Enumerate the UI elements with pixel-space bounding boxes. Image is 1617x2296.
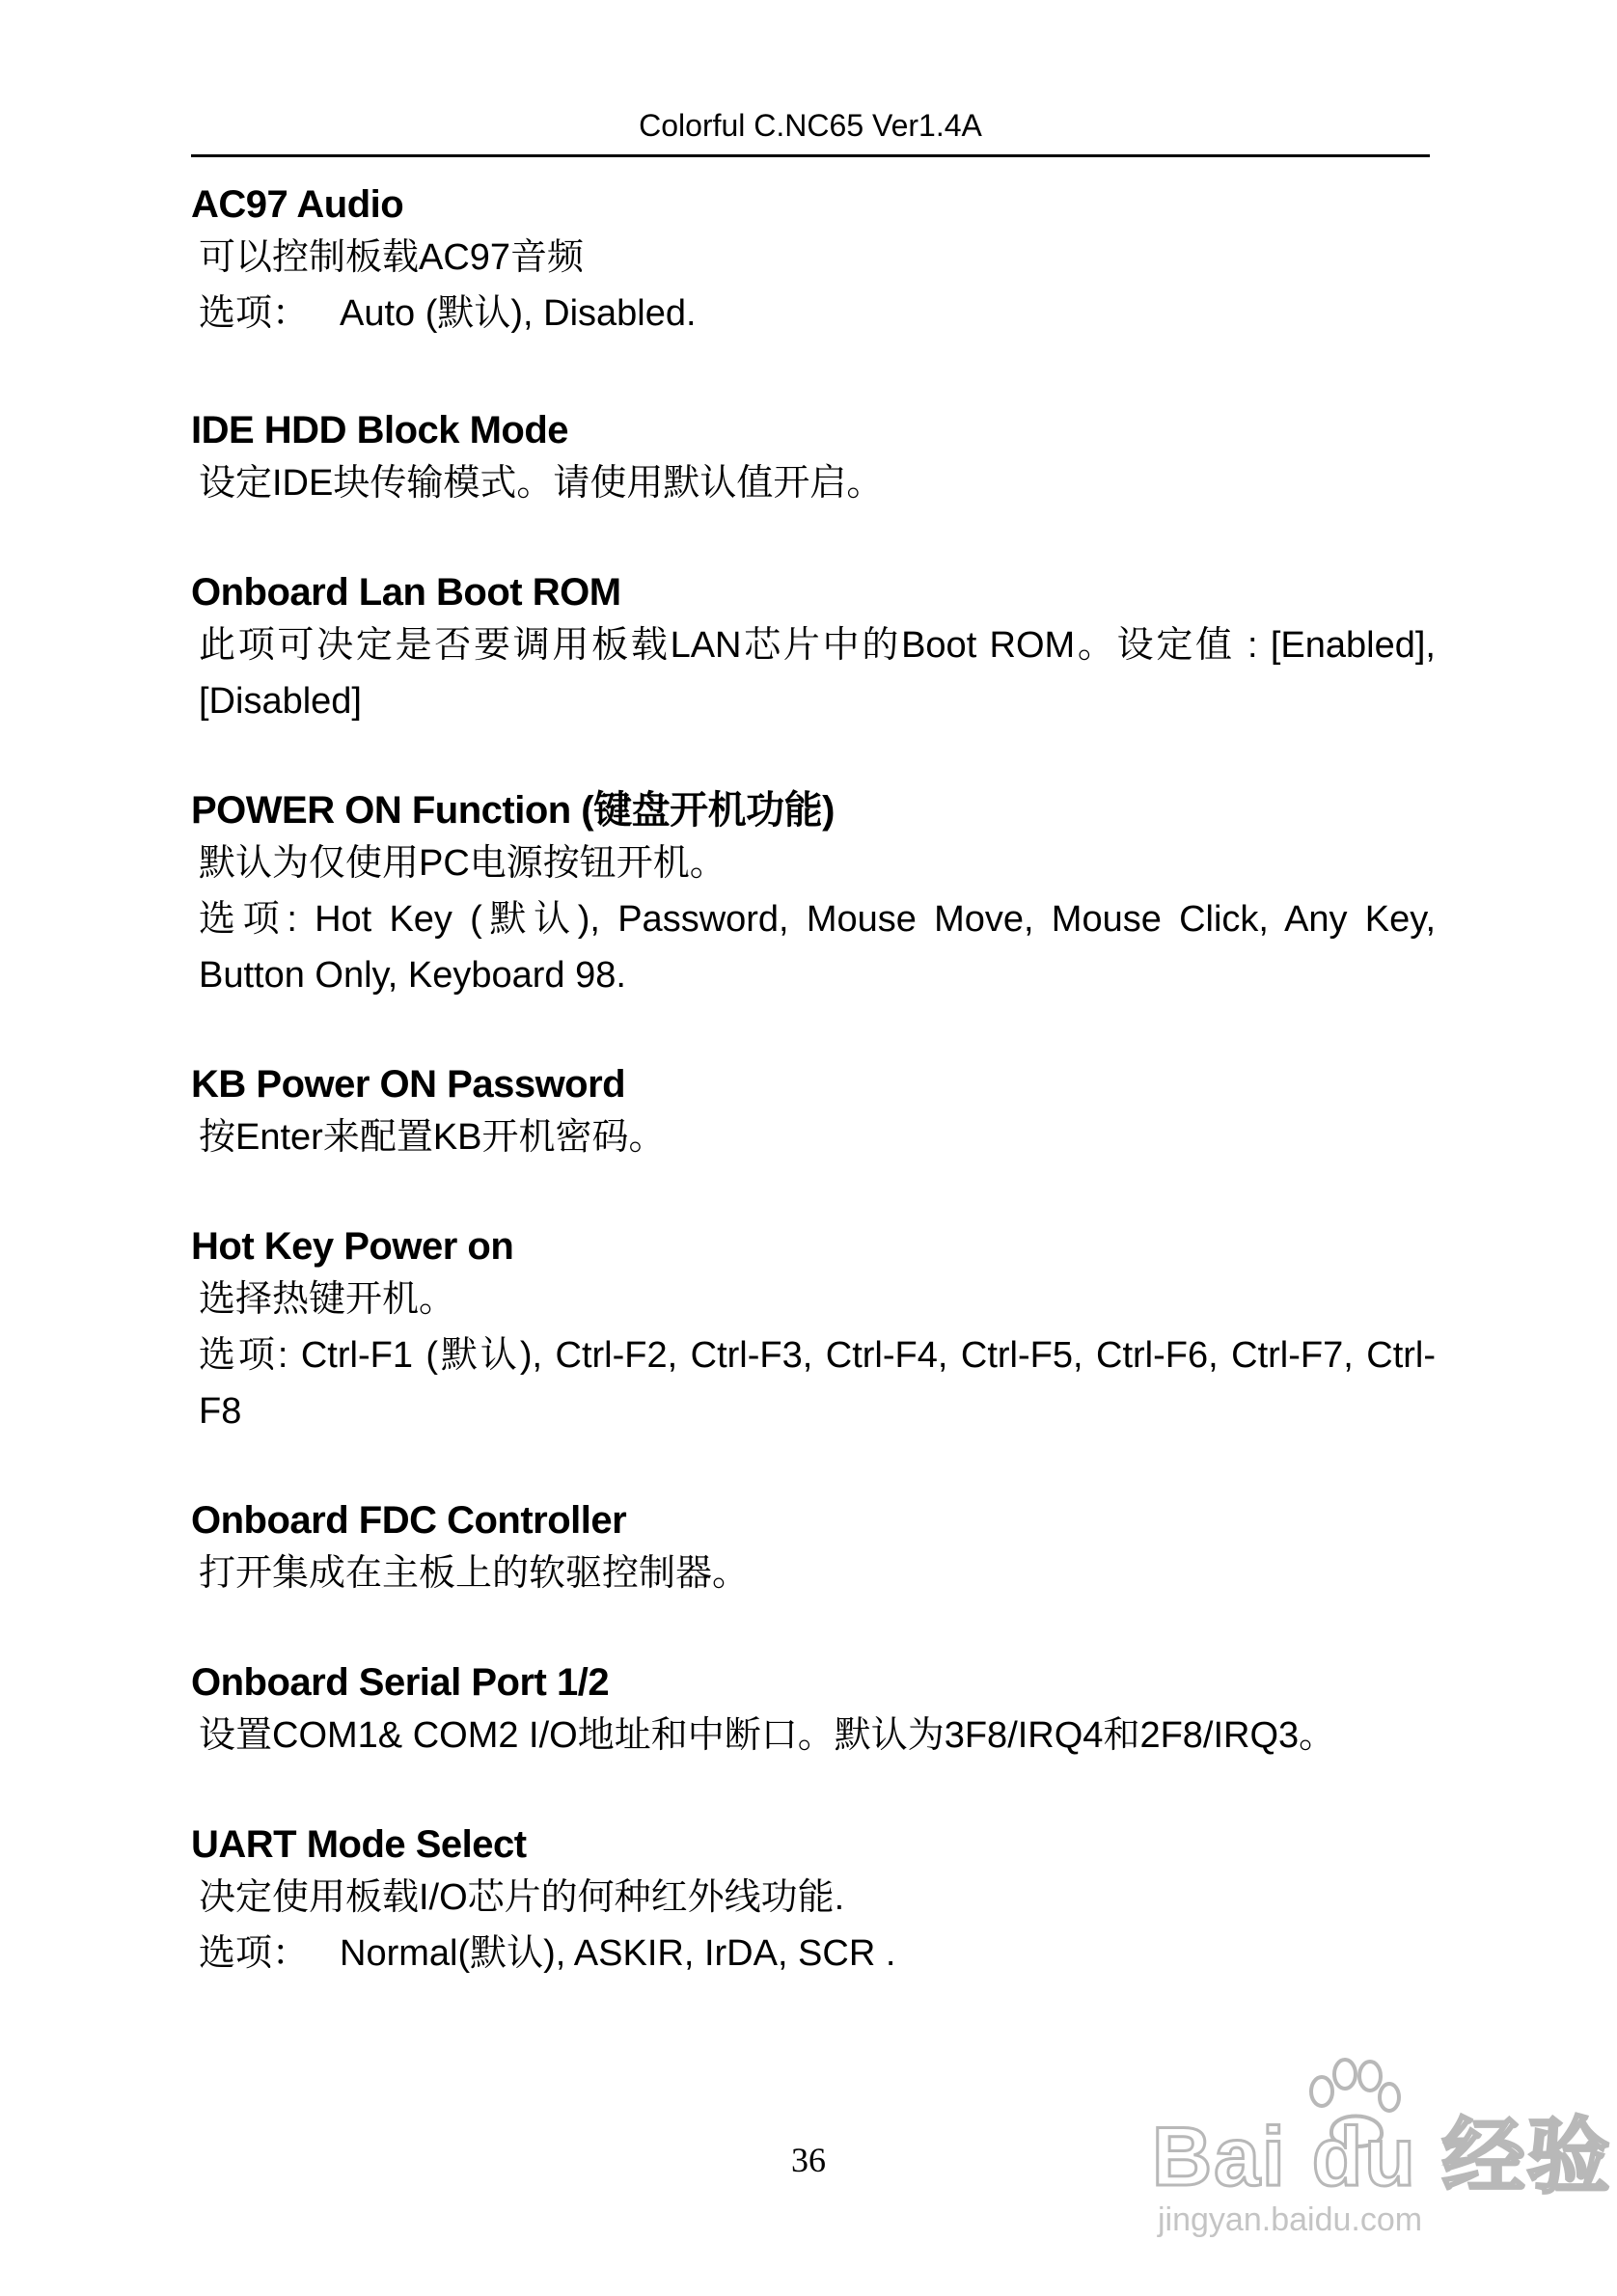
watermark-url: jingyan.baidu.com [1158, 2201, 1423, 2238]
options-value: Normal(默认), ASKIR, IrDA, SCR . [340, 1933, 896, 1974]
section-title: Hot Key Power on [191, 1225, 514, 1268]
section-onboard-serial-port [191, 1657, 1436, 1763]
section-hot-key-power-on [191, 1221, 1436, 1439]
section-title: Onboard FDC Controller [191, 1499, 627, 1542]
section-description: 可以控制板载AC97音频 [199, 237, 585, 278]
header-title: Colorful C.NC65 Ver1.4A [639, 108, 982, 143]
section-options: 选项: Ctrl-F1 (默认), Ctrl-F2, Ctrl-F3, Ctrl-F4, Ctrl-F5, Ctrl-F6, Ctrl-F7, Ctrl-F8 [199, 1335, 1436, 1432]
page-number: 36 [791, 2141, 826, 2179]
section-ac97-audio [191, 179, 1436, 342]
section-title: AC97 Audio [191, 183, 404, 226]
options-value: Auto (默认), Disabled. [340, 293, 697, 334]
section-description: 默认为仅使用PC电源按钮开机。 [199, 843, 726, 884]
section-description: 选择热键开机。 [199, 1279, 456, 1320]
section-title: IDE HDD Block Mode [191, 409, 569, 451]
options-label: 选项： [199, 1933, 310, 1974]
section-description: 决定使用板载I/O芯片的何种红外线功能. [199, 1877, 845, 1918]
section-power-on-function [191, 785, 1436, 1003]
section-title: POWER ON Function (键盘开机功能) [191, 789, 835, 832]
baidu-jingyan-watermark [1148, 2055, 1612, 2257]
page-content [191, 179, 1436, 1982]
section-onboard-lan-boot-rom [191, 567, 1436, 729]
section-description: 设定IDE块传输模式。请使用默认值开启。 [199, 463, 884, 504]
section-title: Onboard Lan Boot ROM [191, 571, 621, 614]
section-description: 打开集成在主板上的软驱控制器。 [199, 1553, 750, 1594]
section-options [191, 286, 1436, 342]
options-label: 选项： [199, 293, 310, 334]
section-title: UART Mode Select [191, 1823, 527, 1866]
section-ide-hdd-block-mode [191, 405, 1436, 511]
section-description: 设置COM1& COM2 I/O地址和中断口。默认为3F8/IRQ4和2F8/IRQ3。 [199, 1715, 1336, 1756]
section-options: 选项: Hot Key (默认), Password, Mouse Move, Mouse Click, Any Key, Button Only, Keyboard 98. [199, 899, 1436, 996]
section-kb-power-on-password [191, 1059, 1436, 1165]
page-header [191, 106, 1430, 157]
section-description: 按Enter来配置KB开机密码。 [199, 1117, 666, 1158]
section-onboard-fdc-controller [191, 1495, 1436, 1601]
section-options [191, 1926, 1436, 1982]
section-title: Onboard Serial Port 1/2 [191, 1661, 610, 1704]
section-title: KB Power ON Password [191, 1063, 626, 1106]
watermark-logo-text: Bai du 经验 [1152, 2111, 1612, 2203]
section-uart-mode-select [191, 1819, 1436, 1982]
section-description: 此项可决定是否要调用板载LAN芯片中的Boot ROM。设定值 : [Enabled], [Disabled] [199, 625, 1436, 722]
